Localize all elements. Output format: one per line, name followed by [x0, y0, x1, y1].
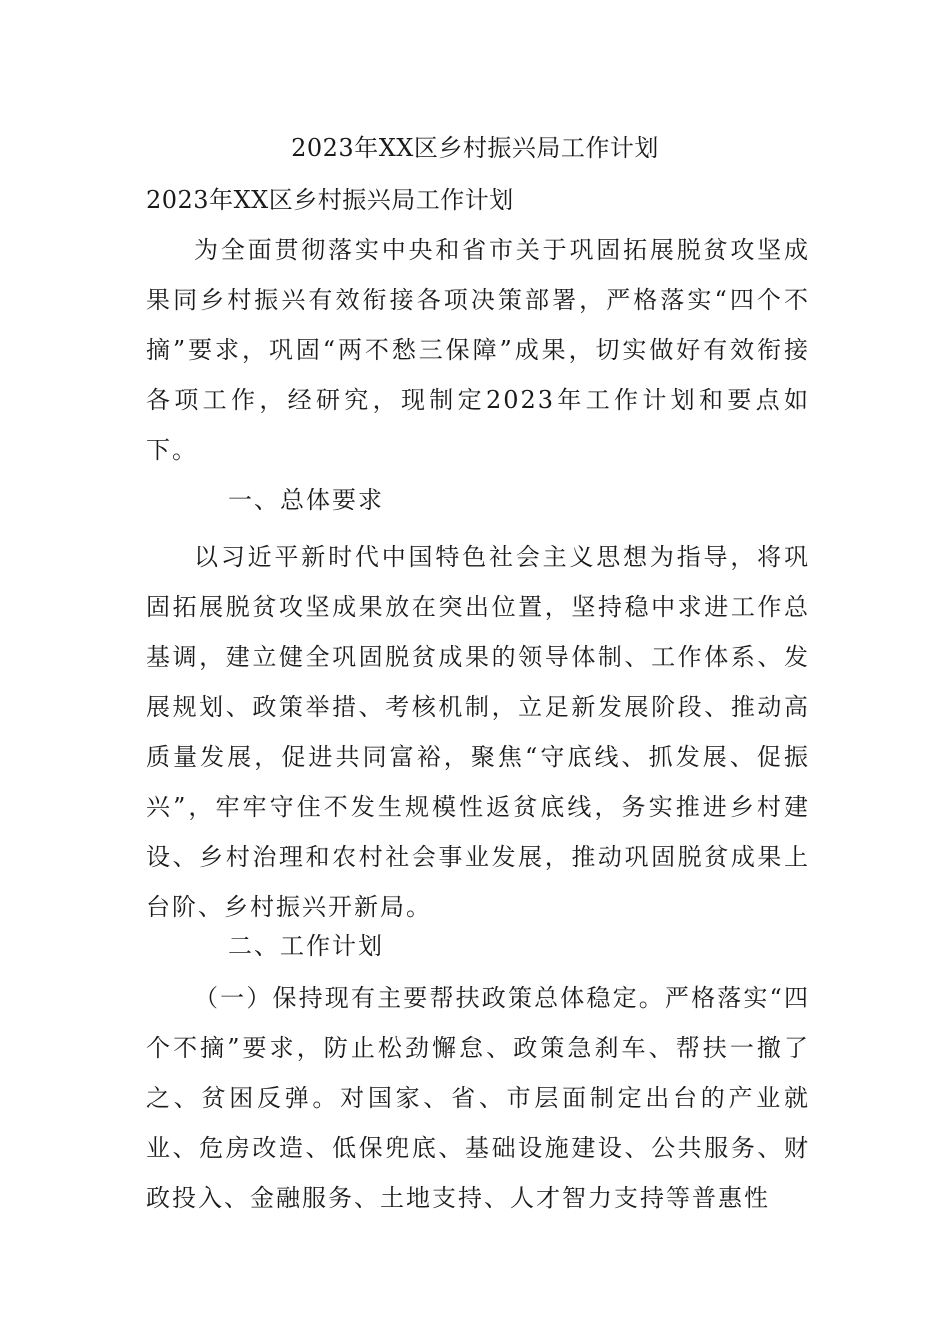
- document-subtitle: 2023年XX区乡村振兴局工作计划: [146, 186, 514, 214]
- work-plan-paragraph-1: （一）保持现有主要帮扶政策总体稳定。严格落实“四个不摘”要求，防止松劲懈怠、政策急刹车、帮扶一撤了之、贫困反弹。对国家、省、市层面制定出台的产业就业、危房改造、低保兜底、基础设施建设、公共服务、财政投入、金融服务、土地支持、人才智力支持等普惠性: [146, 984, 810, 1212]
- document-title: 2023年XX区乡村振兴局工作计划: [291, 134, 659, 162]
- intro-paragraph: 为全面贯彻落实中央和省市关于巩固拓展脱贫攻坚成果同乡村振兴有效衔接各项决策部署，严格落实“四个不摘”要求，巩固“两不愁三保障”成果，切实做好有效衔接各项工作，经研究，现制定2023年工作计划和要点如下。: [146, 236, 810, 464]
- section-heading-general-requirements: 一、总体要求: [228, 486, 384, 514]
- general-requirements-paragraph: 以习近平新时代中国特色社会主义思想为指导，将巩固拓展脱贫攻坚成果放在突出位置，坚持稳中求进工作总基调，建立健全巩固脱贫成果的领导体制、工作体系、发展规划、政策举措、考核机制，立足新发展阶段、推动高质量发展，促进共同富裕，聚焦“守底线、抓发展、促振兴”，牢牢守住不发生规模性返贫底线，务实推进乡村建设、乡村治理和农村社会事业发展，推动巩固脱贫成果上台阶、乡村振兴开新局。: [146, 543, 810, 921]
- section-heading-work-plan: 二、工作计划: [228, 932, 384, 960]
